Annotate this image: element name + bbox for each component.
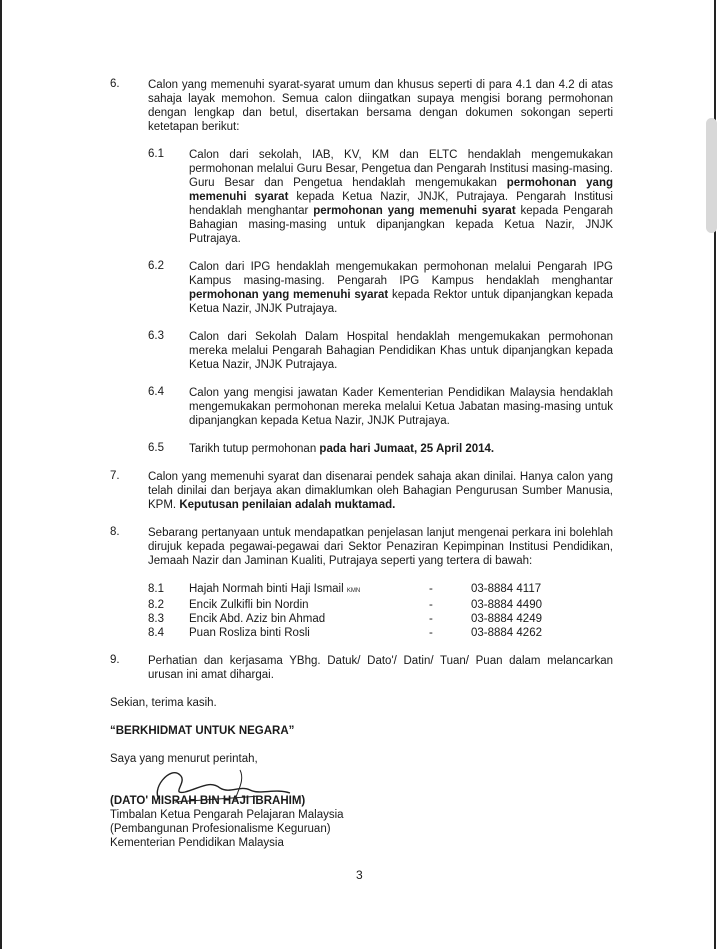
item-6-5 bbox=[148, 442, 613, 456]
item-number: 6.2 bbox=[148, 260, 164, 272]
paragraph-text: Calon yang memenuhi syarat-syarat umum dan khusus seperti di para 4.1 dan 4.2 di atas sahaja layak memohon. Semua calon diingatkan supaya mengisi borang permohonan dengan lengkap dan betul, disertakan bersama dengan dokumen sokongan seperti ketetapan berikut: bbox=[148, 79, 613, 133]
contact-name: Puan Rosliza binti Rosli bbox=[189, 627, 310, 639]
paragraph-number: 9. bbox=[110, 654, 120, 666]
contact-row bbox=[148, 626, 613, 640]
item-6-4 bbox=[148, 386, 613, 428]
item-text: Calon dari sekolah, IAB, KV, KM dan ELTC hendaklah mengemukakan permohonan melalui Guru Besar, Pengetua dan Pengarah Institusi masing-masing. Guru Besar dan Pengetua hendaklah mengemukakan permohonan yang memenuhi syarat kepada Ketua Nazir, JNJK, Putrajaya. Pengarah Institusi hendaklah menghantar permohonan yang memenuhi syarat kepada Pengarah Bahagian masing-masing untuk dipanjangkan kepada Ketua Nazir, JNJK Putrajaya. bbox=[189, 149, 614, 245]
contact-row bbox=[148, 582, 613, 598]
contact-row bbox=[148, 612, 613, 626]
paragraph-text: Sebarang pertanyaan untuk mendapatkan penjelasan lanjut mengenai perkara ini bolehlah dirujuk kepada pegawai-pegawai dari Sektor Penaziran Kepimpinan Institusi Pendidikan, Jemaah Nazir dan Jaminan Kualiti, Putrajaya seperti yang tertera di bawah: bbox=[148, 527, 613, 567]
signature-image bbox=[140, 760, 310, 810]
contact-dash: - bbox=[429, 599, 433, 611]
item-number: 6.5 bbox=[148, 442, 164, 454]
paragraph-9 bbox=[110, 654, 613, 682]
paragraph-text: Calon yang memenuhi syarat dan disenarai pendek sahaja akan dinilai. Hanya calon yang telah dinilai dan berjaya akan dimaklumkan oleh Bahagian Pengurusan Sumber Manusia, KPM. Keputusan penilaian adalah muktamad. bbox=[148, 471, 613, 511]
contact-number: 8.3 bbox=[148, 613, 164, 625]
contact-phone: 03-8884 4117 bbox=[471, 583, 542, 595]
paragraph-text: Perhatian dan kerjasama YBhg. Datuk/ Dato'/ Datin/ Tuan/ Puan dalam melancarkan urusan ini amat dihargai. bbox=[148, 655, 613, 681]
contact-number: 8.1 bbox=[148, 583, 164, 595]
item-number: 6.3 bbox=[148, 330, 164, 342]
paragraph-number: 7. bbox=[110, 470, 120, 482]
item-6-3 bbox=[148, 330, 613, 372]
item-text: Calon dari IPG hendaklah mengemukakan permohonan melalui Pengarah IPG Kampus masing-masing. Pengarah IPG Kampus hendaklah menghantar permohonan yang memenuhi syarat kepada Rektor untuk dipanjangkan kepada Ketua Nazir, JNJK Putrajaya. bbox=[189, 261, 613, 315]
paragraph-number: 6. bbox=[110, 78, 120, 90]
item-6-1 bbox=[148, 148, 613, 246]
item-text: Calon yang mengisi jawatan Kader Kementerian Pendidikan Malaysia hendaklah mengemukakan permohonan mereka melalui Ketua Jabatan masing-masing untuk dipanjangkan kepada Ketua Nazir, JNJK Putrajaya. bbox=[189, 387, 613, 427]
contact-dash: - bbox=[429, 583, 433, 595]
contact-list bbox=[148, 582, 613, 640]
contact-dash: - bbox=[429, 627, 433, 639]
contact-dash: - bbox=[429, 613, 433, 625]
contact-name: Encik Zulkifli bin Nordin bbox=[189, 599, 309, 611]
item-text: Tarikh tutup permohonan pada hari Jumaat, 25 April 2014. bbox=[189, 443, 495, 455]
scrollbar-thumb[interactable] bbox=[706, 118, 717, 233]
page-number: 3 bbox=[356, 868, 363, 882]
document-page bbox=[110, 78, 613, 850]
paragraph-7 bbox=[110, 470, 613, 512]
signer-title-1: Timbalan Ketua Pengarah Pelajaran Malaysia bbox=[110, 809, 344, 821]
closing-order: Saya yang menurut perintah, bbox=[110, 753, 258, 765]
item-text: Calon dari Sekolah Dalam Hospital hendaklah mengemukakan permohonan mereka melalui Pengarah Bahagian Pendidikan Khas untuk dipanjangkan kepada Ketua Nazir, JNJK Putrajaya. bbox=[189, 331, 613, 371]
item-6-2 bbox=[148, 260, 613, 316]
paragraph-number: 8. bbox=[110, 526, 120, 538]
paragraph-8 bbox=[110, 526, 613, 568]
contact-number: 8.2 bbox=[148, 599, 164, 611]
signer-name: (DATO' MISRAH BIN HAJI IBRAHIM) bbox=[110, 795, 306, 807]
contact-row bbox=[148, 598, 613, 612]
contact-phone: 03-8884 4249 bbox=[471, 613, 542, 625]
contact-name: Hajah Normah binti Haji Ismail KMN bbox=[189, 583, 361, 595]
paragraph-6 bbox=[110, 78, 613, 134]
contact-name: Encik Abd. Aziz bin Ahmad bbox=[189, 613, 326, 625]
contact-phone: 03-8884 4262 bbox=[471, 627, 542, 639]
item-number: 6.1 bbox=[148, 148, 164, 160]
contact-number: 8.4 bbox=[148, 627, 164, 639]
signer-title-2: (Pembangunan Profesionalisme Keguruan) bbox=[110, 823, 331, 835]
contact-phone: 03-8884 4490 bbox=[471, 599, 542, 611]
closing-thanks: Sekian, terima kasih. bbox=[110, 697, 217, 709]
closing-motto: “BERKHIDMAT UNTUK NEGARA” bbox=[110, 725, 295, 737]
item-number: 6.4 bbox=[148, 386, 164, 398]
signer-title-3: Kementerian Pendidikan Malaysia bbox=[110, 837, 284, 849]
